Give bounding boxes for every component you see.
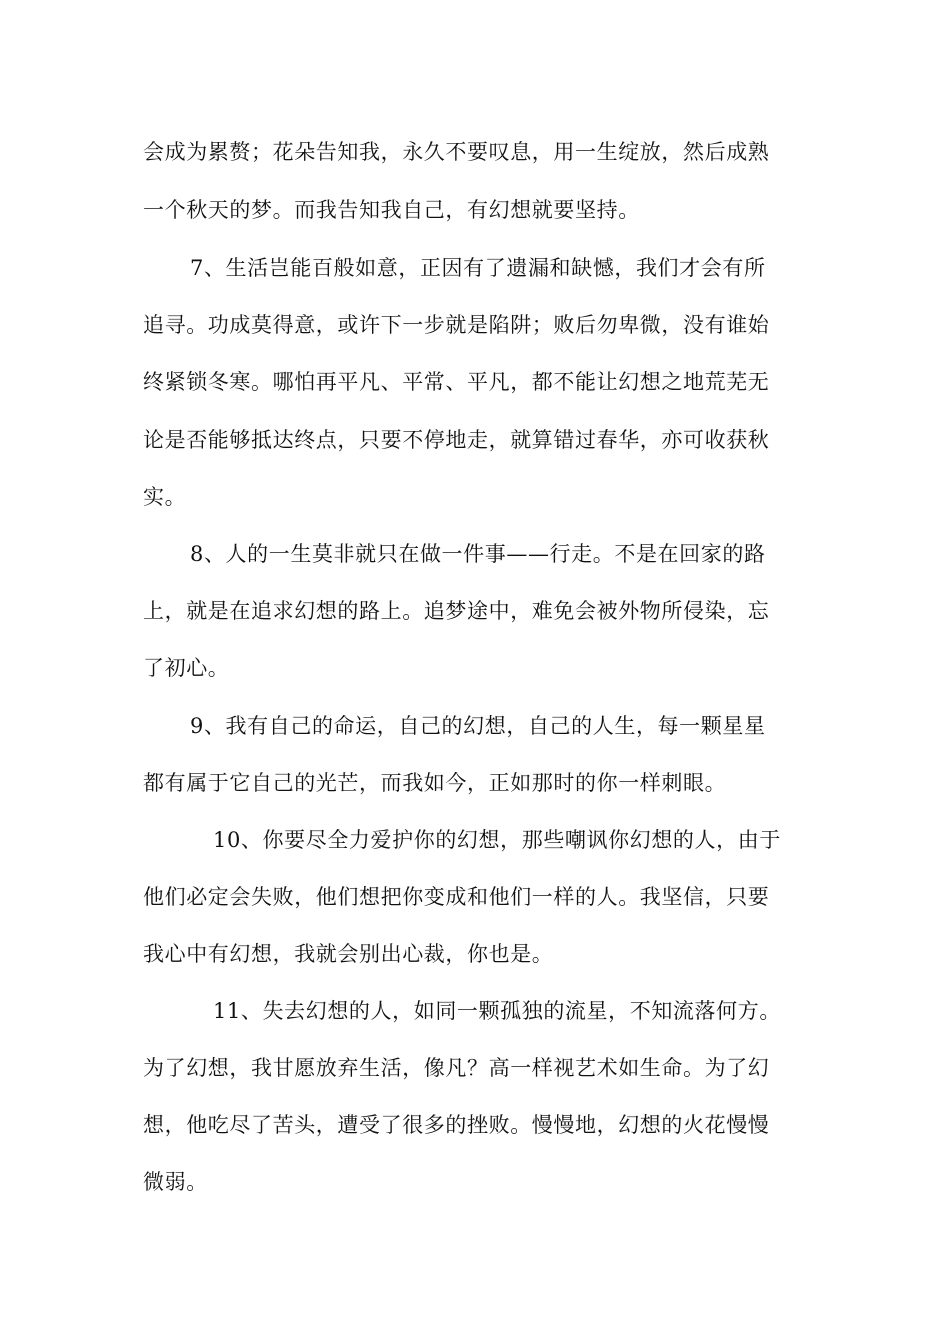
text-line: 都有属于它自己的光芒，而我如今，正如那时的你一样刺眼。: [143, 771, 727, 795]
paragraph-8-first-line: 8、人的一生莫非就只在做一件事——行走。不是在回家的路: [190, 542, 766, 566]
paragraph-7-first-line: 7、生活岂能百般如意，正因有了遗漏和缺憾，我们才会有所: [190, 256, 766, 280]
text-line: 会成为累赘；花朵告知我，永久不要叹息，用一生绽放，然后成熟: [143, 140, 770, 164]
text-line: 一个秋天的梦。而我告知我自己，有幻想就要坚持。: [143, 198, 640, 222]
text-line: 上，就是在追求幻想的路上。追梦途中，难免会被外物所侵染，忘: [143, 599, 770, 623]
paragraph-9-first-line: 9、我有自己的命运，自己的幻想，自己的人生，每一颗星星: [190, 714, 766, 738]
text-line: 论是否能够抵达终点，只要不停地走，就算错过春华，亦可收获秋: [143, 428, 770, 452]
text-line: 想，他吃尽了苦头，遭受了很多的挫败。慢慢地，幻想的火花慢慢: [143, 1113, 770, 1137]
text-line: 我心中有幻想，我就会别出心裁，你也是。: [143, 942, 554, 966]
text-line: 终紧锁冬寒。哪怕再平凡、平常、平凡，都不能让幻想之地荒芜无: [143, 370, 770, 394]
text-line: 为了幻想，我甘愿放弃生活，像凡？高一样视艺术如生命。为了幻: [143, 1056, 770, 1080]
text-line: 他们必定会失败，他们想把你变成和他们一样的人。我坚信，只要: [143, 885, 770, 909]
text-line: 微弱。: [143, 1170, 208, 1194]
paragraph-10-first-line: 10、你要尽全力爱护你的幻想，那些嘲讽你幻想的人，由于: [213, 828, 781, 852]
text-line: 追寻。功成莫得意，或许下一步就是陷阱；败后勿卑微，没有谁始: [143, 313, 770, 337]
text-line: 了初心。: [143, 656, 230, 680]
text-line: 实。: [143, 485, 187, 509]
paragraph-11-first-line: 11、失去幻想的人，如同一颗孤独的流星，不知流落何方。: [213, 999, 781, 1023]
